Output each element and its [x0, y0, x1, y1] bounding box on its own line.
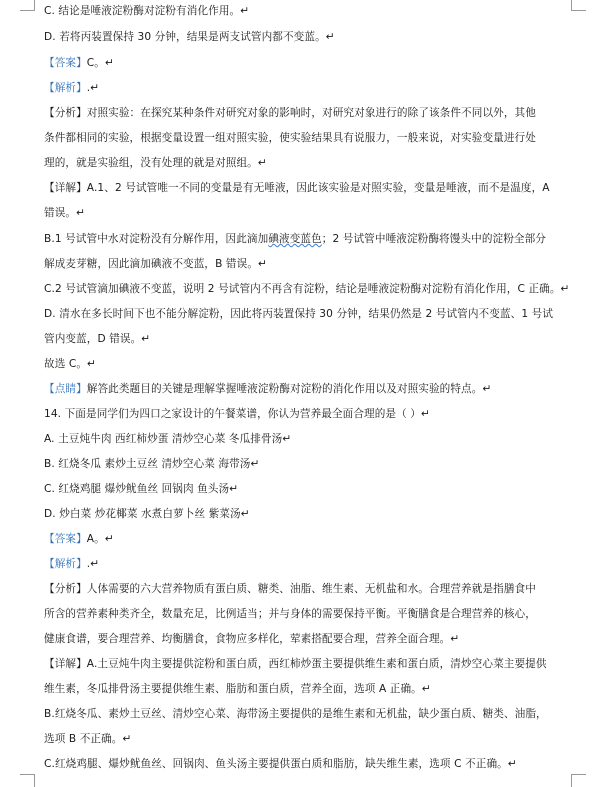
detail-line-2: 错误。↵	[44, 207, 86, 219]
question-14-option-b: B. 红烧冬瓜 素炒土豆丝 清炒空心菜 海带汤↵	[44, 458, 260, 470]
wavy-underlined-text: 碘液变蓝色	[268, 233, 322, 245]
detail-d-line-2: 管内变蓝，D 错误。↵	[44, 333, 151, 345]
question-14-option-c: C. 红烧鸡腿 爆炒鱿鱼丝 回锅肉 鱼头汤↵	[44, 483, 239, 495]
analysis-line-2: 条件都相同的实验，根据变量设置一组对照实验，使实验结果具有说服力，一般来说，对实验变量进行处	[44, 132, 536, 144]
analysis-line-1: 【分析】对照实验：在探究某种条件对研究对象的影响时，对研究对象进行的除了该条件不同以外，其他	[44, 107, 536, 119]
crop-mark-top-right	[571, 0, 586, 11]
explanation-heading: 【解析】.↵	[44, 82, 100, 94]
detail-c-line: C.2 号试管滴加碘液不变蓝，说明 2 号试管内不再含有淀粉，结论是唾液淀粉酶对淀粉有消化作用，C 正确。↵	[44, 283, 570, 295]
detail-b-line-1: B.1 号试管中水对淀粉没有分解作用，因此滴加碘液变蓝色；2 号试管中唾液淀粉酶将馒头中的淀粉全部分	[44, 233, 546, 245]
question-14-option-d: D. 炒白菜 炒花椰菜 水煮白萝卜丝 紫菜汤↵	[44, 508, 250, 520]
q14-detail-a-line-1: 【详解】A.土豆炖牛肉主要提供淀粉和蛋白质，西红柿炒蛋主要提供维生素和蛋白质，清炒空心菜主要提供	[44, 658, 547, 670]
detail-d-line-1: D. 清水在多长时间下也不能分解淀粉，因此将丙装置保持 30 分钟，结果仍然是 2 号试管内不变蓝、1 号试	[44, 308, 554, 320]
q14-analysis-line-1: 【分析】人体需要的六大营养物质有蛋白质、糖类、油脂、维生素、无机盐和水。合理营养就是指膳食中	[44, 583, 536, 595]
question-14-option-a: A. 土豆炖牛肉 西红柿炒蛋 清炒空心菜 冬瓜排骨汤↵	[44, 433, 292, 445]
q14-detail-c-line: C.红烧鸡腿、爆炒鱿鱼丝、回锅肉、鱼头汤主要提供蛋白质和脂肪，缺失维生素，选项 C 不正确。↵	[44, 758, 517, 770]
detail-line-1: 【详解】A.1、2 号试管唯一不同的变量是有无唾液，因此该实验是对照实验，变量是唾液，而不是温度，A	[44, 182, 550, 194]
crop-mark-bottom-right	[571, 774, 586, 787]
q14-detail-b-line-2: 选项 B 不正确。↵	[44, 733, 132, 745]
q14-analysis-line-3: 健康食谱，要合理营养、均衡膳食，食物应多样化，荤素搭配要合理，营养全面合理。↵	[44, 633, 460, 645]
q14-answer-line: 【答案】A。↵	[44, 533, 114, 545]
crop-mark-top-left	[20, 0, 35, 11]
comment-line: 【点睛】解答此类题目的关键是理解掌握唾液淀粉酶对淀粉的消化作用以及对照实验的特点。↵	[44, 383, 492, 395]
q14-analysis-line-2: 所含的营养素种类齐全，数量充足，比例适当；并与身体的需要保持平衡。平衡膳食是合理营养的核心，	[44, 608, 536, 620]
q14-detail-a-line-2: 维生素，冬瓜排骨汤主要提供维生素、脂肪和蛋白质，营养全面，选项 A 正确。↵	[44, 683, 431, 695]
crop-mark-bottom-left	[20, 774, 35, 787]
q14-explanation-heading: 【解析】.↵	[44, 558, 100, 570]
detail-b-line-2: 解成麦芽糖，因此滴加碘液不变蓝，B 错误。↵	[44, 258, 267, 270]
option-c-line: C. 结论是唾液淀粉酶对淀粉有消化作用。↵	[44, 5, 250, 17]
final-choice-line: 故选 C。↵	[44, 358, 97, 370]
question-14-stem: 14. 下面是同学们为四口之家设计的午餐菜谱，你认为营养最全面合理的是（ ）↵	[44, 408, 430, 420]
answer-line: 【答案】C。↵	[44, 57, 114, 69]
option-d-line: D. 若将丙装置保持 30 分钟，结果是两支试管内都不变蓝。↵	[44, 31, 335, 43]
q14-detail-b-line-1: B.红烧冬瓜、素炒土豆丝、清炒空心菜、海带汤主要提供的是维生素和无机盐，缺少蛋白质、糖类、油脂，	[44, 708, 547, 720]
analysis-line-3: 理的，就是实验组，没有处理的就是对照组。↵	[44, 157, 267, 169]
